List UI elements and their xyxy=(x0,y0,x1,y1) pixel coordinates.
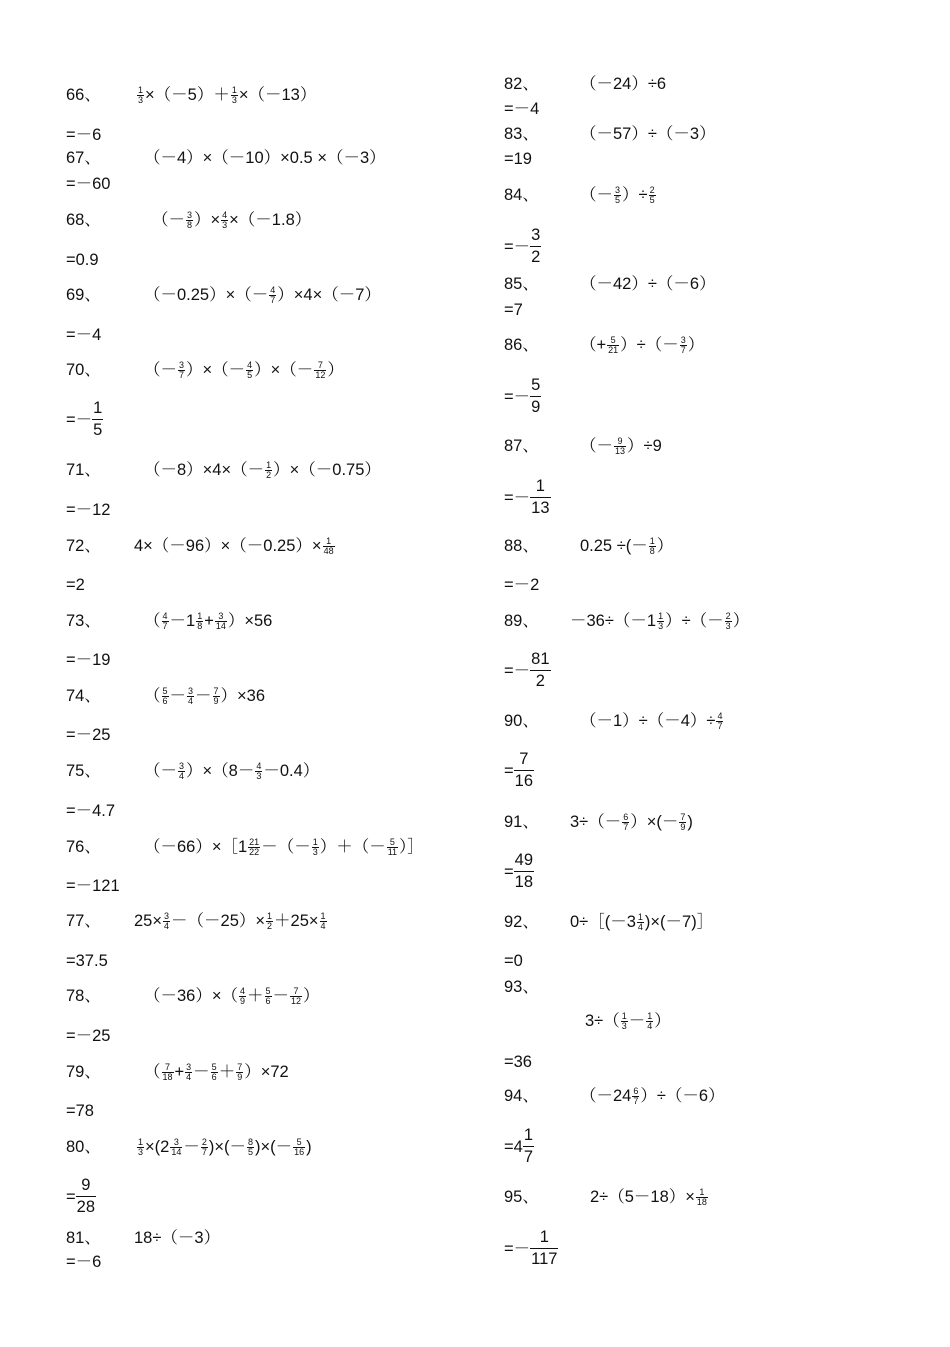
fraction: $\frac{6}{7}$ xyxy=(633,1086,639,1107)
problem-number: 86、 xyxy=(504,336,539,354)
fraction: $\frac{3}{4}$ xyxy=(188,686,194,707)
fraction: $\frac{2}{3}$ xyxy=(725,611,731,632)
fraction: $\frac{5}{11}$ xyxy=(387,837,398,858)
answer: =－6 xyxy=(66,1253,102,1271)
fraction: $\frac{3}{8}$ xyxy=(187,210,193,231)
answer: =78 xyxy=(66,1102,94,1120)
problem-line xyxy=(504,272,716,296)
fraction: $\frac{2}{5}$ xyxy=(649,185,655,206)
problem-number: 89、 xyxy=(504,612,539,630)
problem-expression: 3÷（－ $\frac{6}{7}$ ）×(－ $\frac{7}{9}$ ) xyxy=(570,812,693,833)
fraction: $\frac{1}{48}$ xyxy=(323,536,334,557)
answer: = $\frac{49}{18}$ xyxy=(504,851,533,891)
problem-line xyxy=(66,458,381,482)
problem-line xyxy=(504,810,693,834)
problem-number: 92、 xyxy=(504,913,539,931)
answer-fraction: $\frac{9}{28}$ xyxy=(76,1176,95,1216)
fraction: $\frac{3}{5}$ xyxy=(615,185,621,206)
problem-expression: （－8）×4×（－ $\frac{1}{2}$ ）×（－0.75） xyxy=(144,460,381,481)
answer: =－12 xyxy=(66,501,111,519)
problem-line xyxy=(66,358,344,382)
answer: =－25 xyxy=(66,726,111,744)
answer: =0 xyxy=(504,952,523,970)
fraction: $\frac{1}{2}$ xyxy=(266,460,272,481)
problem-expression: （－36）×（ $\frac{4}{9}$ ＋ $\frac{5}{6}$ － $\frac{7}{12}$ ） xyxy=(144,986,320,1007)
problem-line xyxy=(66,909,326,933)
fraction: $\frac{6}{7}$ xyxy=(623,812,629,833)
problem-line xyxy=(504,609,750,633)
problem-line xyxy=(66,759,320,783)
fraction: $\frac{7}{12}$ xyxy=(291,986,302,1007)
fraction: $\frac{4}{7}$ xyxy=(270,285,276,306)
fraction: $\frac{9}{13}$ xyxy=(615,436,626,457)
problem-expression: （+ $\frac{5}{21}$ ）÷（－ $\frac{3}{7}$ ） xyxy=(580,335,705,356)
problem-number: 72、 xyxy=(66,537,101,555)
fraction: $\frac{2}{7}$ xyxy=(201,1137,207,1158)
answer-fraction: $\frac{1}{13}$ xyxy=(531,477,550,517)
problem-number: 74、 xyxy=(66,687,101,705)
problem-number: 73、 xyxy=(66,612,101,630)
fraction: $\frac{7}{12}$ xyxy=(315,360,326,381)
fraction: $\frac{5}{16}$ xyxy=(294,1137,305,1158)
problem-line xyxy=(66,534,334,558)
problem-number: 94、 xyxy=(504,1087,539,1105)
answer: =－25 xyxy=(66,1027,111,1045)
problem-number: 87、 xyxy=(504,437,539,455)
problem-number: 84、 xyxy=(504,186,539,204)
answer: = $\frac{7}{16}$ xyxy=(504,750,533,790)
problem-line xyxy=(66,1226,221,1250)
fraction: $\frac{3}{14}$ xyxy=(215,611,226,632)
problem-expression: （－1）÷（－4）÷ $\frac{4}{7}$ xyxy=(580,711,723,732)
answer: =－4.7 xyxy=(66,802,116,820)
problem-expression: （－ $\frac{3}{7}$ ）×（－ $\frac{4}{5}$ ）×（－ $\frac{7}{12}$ ） xyxy=(144,360,344,381)
problem-line xyxy=(504,1084,725,1108)
fraction: $\frac{7}{9}$ xyxy=(237,1062,243,1083)
problem-number: 80、 xyxy=(66,1138,101,1156)
problem-line xyxy=(66,684,266,708)
answer: =－ $\frac{1}{117}$ xyxy=(504,1228,558,1268)
fraction: $\frac{1}{3}$ xyxy=(138,1137,144,1158)
fraction: $\frac{3}{4}$ xyxy=(186,1062,192,1083)
problem-line xyxy=(66,984,320,1008)
problem-line xyxy=(504,122,716,146)
problem-expression: （ $\frac{4}{7}$ －1 $\frac{1}{8}$ + $\frac{3}{14}$ ）×56 xyxy=(144,611,273,632)
problem-expression: （－66）×［1 $\frac{21}{22}$ －（－ $\frac{1}{3}$ ）＋（－ $\frac{5}{11}$ ）］ xyxy=(144,837,424,858)
answer: = $\frac{9}{28}$ xyxy=(66,1176,95,1216)
fraction: $\frac{7}{9}$ xyxy=(680,812,686,833)
fraction: $\frac{1}{3}$ xyxy=(312,837,318,858)
fraction: $\frac{1}{4}$ xyxy=(320,911,326,932)
answer-fraction: $\frac{7}{16}$ xyxy=(514,750,533,790)
problem-number: 75、 xyxy=(66,762,101,780)
problem-number: 69、 xyxy=(66,286,101,304)
problem-expression: （－42）÷（－6） xyxy=(580,275,716,293)
problem-line xyxy=(504,910,714,934)
answer: =－121 xyxy=(66,877,120,895)
problem-expression: （－57）÷（－3） xyxy=(580,125,716,143)
problem-expression: （ $\frac{7}{18}$ + $\frac{3}{4}$ － $\frac{5}{6}$ ＋ $\frac{7}{9}$ ）×72 xyxy=(144,1062,289,1083)
problem-expression: $\frac{1}{3}$ ×（－5）＋ $\frac{1}{3}$ ×（－13） xyxy=(138,85,317,106)
answer-fraction: $\frac{1}{117}$ xyxy=(531,1228,558,1268)
fraction: $\frac{5}{6}$ xyxy=(265,986,271,1007)
fraction: $\frac{21}{22}$ xyxy=(249,837,260,858)
problem-line xyxy=(66,1135,312,1159)
answer: =2 xyxy=(66,576,85,594)
problem-line xyxy=(504,72,667,96)
problem-number: 81、 xyxy=(66,1229,101,1247)
fraction: $\frac{3}{4}$ xyxy=(179,761,185,782)
answer: =－ $\frac{5}{9}$ xyxy=(504,376,541,416)
fraction: $\frac{4}{3}$ xyxy=(222,210,228,231)
problem-expression: （－ $\frac{9}{13}$ ）÷9 xyxy=(580,436,662,457)
fraction: $\frac{1}{8}$ xyxy=(197,611,203,632)
problem-number: 77、 xyxy=(66,912,101,930)
problem-line xyxy=(504,975,570,999)
problem-expression: （－ $\frac{3}{4}$ ）×（8－ $\frac{4}{3}$ －0.4） xyxy=(144,761,320,782)
problem-line xyxy=(504,333,705,357)
fraction: $\frac{5}{6}$ xyxy=(162,686,168,707)
fraction: $\frac{1}{3}$ xyxy=(231,85,237,106)
problem-line xyxy=(504,434,662,458)
answer: =4 $\frac{1}{7}$ xyxy=(504,1126,533,1166)
problem-expression: 0÷［(－3 $\frac{1}{4}$ )×(－7)］ xyxy=(570,912,714,933)
answer: =－4 xyxy=(66,326,102,344)
problem-expression: 25× $\frac{3}{4}$ －（－25）× $\frac{1}{2}$ ＋25× $\frac{1}{4}$ xyxy=(134,911,326,932)
answer: =－19 xyxy=(66,651,111,669)
fraction: $\frac{4}{7}$ xyxy=(717,711,723,732)
problem-number: 93、 xyxy=(504,978,539,996)
problem-expression: （ $\frac{5}{6}$ － $\frac{3}{4}$ － $\frac{7}{9}$ ）×36 xyxy=(144,686,266,707)
fraction: $\frac{1}{8}$ xyxy=(649,536,655,557)
problem-expression: 2÷（5－18）× $\frac{1}{18}$ xyxy=(590,1187,707,1208)
problem-number: 66、 xyxy=(66,86,101,104)
fraction: $\frac{3}{4}$ xyxy=(164,911,170,932)
problem-number: 88、 xyxy=(504,537,539,555)
problem-line xyxy=(66,283,381,307)
problem-line xyxy=(66,1060,289,1084)
problem-expression: （－ $\frac{3}{5}$ ）÷ $\frac{2}{5}$ xyxy=(580,185,655,206)
problem-expression: （－4）×（－10）×0.5 ×（－3） xyxy=(144,149,386,167)
fraction: $\frac{7}{9}$ xyxy=(213,686,219,707)
answer: =－ $\frac{81}{2}$ xyxy=(504,650,550,690)
fraction: $\frac{5}{21}$ xyxy=(608,335,619,356)
fraction: $\frac{7}{18}$ xyxy=(162,1062,173,1083)
answer: =7 xyxy=(504,301,523,319)
fraction: $\frac{8}{5}$ xyxy=(247,1137,253,1158)
fraction: $\frac{3}{14}$ xyxy=(171,1137,182,1158)
problem-number: 78、 xyxy=(66,987,101,1005)
answer: =0.9 xyxy=(66,251,99,269)
fraction: $\frac{1}{3}$ xyxy=(621,1011,627,1032)
problem-expression: 4×（－96）×（－0.25）× $\frac{1}{48}$ xyxy=(134,536,334,557)
answer: =－4 xyxy=(504,100,540,118)
answer-fraction: $\frac{81}{2}$ xyxy=(531,650,550,690)
fraction: $\frac{1}{3}$ xyxy=(138,85,144,106)
problem-expression: －36÷（－1 $\frac{1}{3}$ ）÷（－ $\frac{2}{3}$ ） xyxy=(570,611,750,632)
answer: =－6 xyxy=(66,126,102,144)
answer-fraction: $\frac{1}{5}$ xyxy=(93,399,103,439)
problem-number: 68、 xyxy=(66,211,101,229)
fraction: $\frac{5}{6}$ xyxy=(211,1062,217,1083)
problem-number: 85、 xyxy=(504,275,539,293)
problem-expression: 0.25 ÷(－ $\frac{1}{8}$ ） xyxy=(580,536,674,557)
fraction: $\frac{1}{4}$ xyxy=(647,1011,653,1032)
fraction: $\frac{4}{7}$ xyxy=(162,611,168,632)
problem-number: 83、 xyxy=(504,125,539,143)
answer-fraction: $\frac{49}{18}$ xyxy=(514,851,533,891)
problem-line xyxy=(66,83,317,107)
problem-expression: 18÷（－3） xyxy=(134,1229,221,1247)
answer: =－60 xyxy=(66,175,111,193)
problem-number: 71、 xyxy=(66,461,101,479)
problem-expression: （－24 $\frac{6}{7}$ ）÷（－6） xyxy=(580,1086,725,1107)
fraction: $\frac{1}{4}$ xyxy=(637,912,643,933)
problem-line xyxy=(66,208,312,232)
problem-line xyxy=(504,709,723,733)
answer: =－2 xyxy=(504,576,540,594)
answer: =36 xyxy=(504,1053,532,1071)
answer-fraction: $\frac{3}{2}$ xyxy=(531,226,541,266)
problem-expression: 3÷（ $\frac{1}{3}$ － $\frac{1}{4}$ ） xyxy=(585,1011,671,1032)
fraction: $\frac{1}{3}$ xyxy=(658,611,664,632)
answer-fraction: $\frac{5}{9}$ xyxy=(531,376,541,416)
problem-number: 79、 xyxy=(66,1063,101,1081)
answer: =37.5 xyxy=(66,952,108,970)
problem-expression: （－0.25）×（－ $\frac{4}{7}$ ）×4×（－7） xyxy=(144,285,381,306)
answer: =19 xyxy=(504,150,532,168)
problem-number: 82、 xyxy=(504,75,539,93)
problem-line xyxy=(66,146,386,170)
problem-line xyxy=(504,1185,707,1209)
problem-expression: （－ $\frac{3}{8}$ ）× $\frac{4}{3}$ ×（－1.8） xyxy=(152,210,312,231)
problem-line xyxy=(504,534,674,558)
problem-line xyxy=(66,835,424,859)
fraction: $\frac{3}{7}$ xyxy=(680,335,686,356)
answer-fraction: $\frac{1}{7}$ xyxy=(523,1126,533,1166)
answer: =－ $\frac{3}{2}$ xyxy=(504,226,541,266)
fraction: $\frac{4}{3}$ xyxy=(256,761,262,782)
problem-line xyxy=(504,183,655,207)
problem-expression: $\frac{1}{3}$ ×(2 $\frac{3}{14}$ － $\frac{2}{7}$ )×(－ $\frac{8}{5}$ )×(－ $\frac{5}{16}$ ) xyxy=(138,1137,312,1158)
fraction: $\frac{1}{18}$ xyxy=(696,1187,707,1208)
answer: =－ $\frac{1}{13}$ xyxy=(504,477,550,517)
fraction: $\frac{1}{2}$ xyxy=(267,911,273,932)
answer: =－ $\frac{1}{5}$ xyxy=(66,399,103,439)
problem-number: 91、 xyxy=(504,813,539,831)
problem-number: 90、 xyxy=(504,712,539,730)
fraction: $\frac{4}{9}$ xyxy=(240,986,246,1007)
fraction: $\frac{4}{5}$ xyxy=(247,360,253,381)
problem-number: 67、 xyxy=(66,149,101,167)
problem-number: 95、 xyxy=(504,1188,539,1206)
problem-number: 76、 xyxy=(66,838,101,856)
problem-expression: （－24）÷6 xyxy=(580,75,667,93)
problem-number: 70、 xyxy=(66,361,101,379)
problem-line xyxy=(66,609,273,633)
fraction: $\frac{3}{7}$ xyxy=(179,360,185,381)
